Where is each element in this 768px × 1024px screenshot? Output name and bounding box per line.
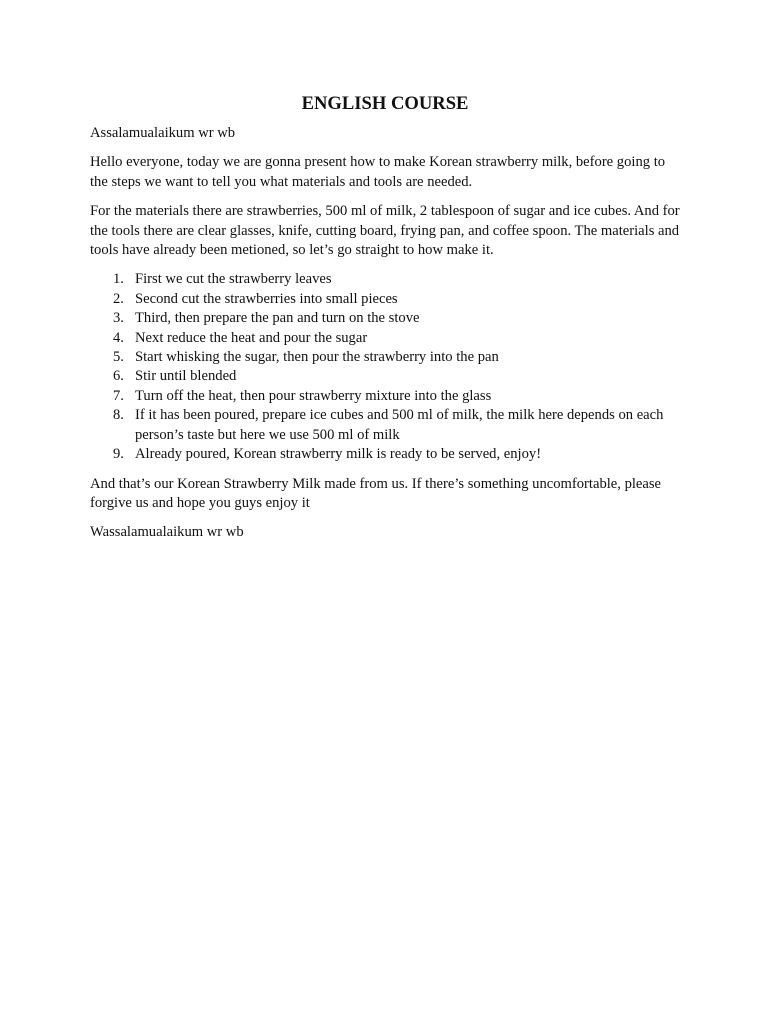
step-text: Next reduce the heat and pour the sugar [135,329,368,346]
step-number: 4. [113,329,124,346]
list-item [90,387,680,406]
list-item [90,270,680,289]
step-number: 9. [113,446,124,463]
materials-paragraph: For the materials there are strawberries, 500 ml of milk, 2 tablespoon of sugar and ice cubes. And for the tools there are clear glasses, knife, cutting board, frying pan, and coffee spoon. The materials and tools have already been metioned, so let’s go straight to how make it. [90,203,680,259]
step-number: 7. [113,387,124,404]
list-item [90,290,680,309]
steps-list [90,270,680,464]
list-item [90,445,680,464]
step-text: Already poured, Korean strawberry milk is ready to be served, enjoy! [135,446,542,463]
step-number: 2. [113,290,124,307]
document-title: ENGLISH COURSE [301,93,469,114]
list-item [90,329,680,348]
list-item [90,348,680,367]
step-text: Turn off the heat, then pour strawberry mixture into the glass [135,387,492,404]
list-item [90,309,680,328]
greeting-paragraph: Assalamualaikum wr wb [90,125,236,141]
farewell-paragraph: Wassalamualaikum wr wb [90,524,244,541]
step-text: Second cut the strawberries into small pieces [135,290,398,307]
closing-paragraph: And that’s our Korean Strawberry Milk made from us. If there’s something uncomfortable, please forgive us and hope you guys enjoy it [90,475,662,511]
document-page [90,92,680,553]
step-text: Third, then prepare the pan and turn on the stove [135,310,420,327]
step-number: 1. [113,271,124,288]
step-number: 8. [113,407,124,424]
step-number: 3. [113,310,124,327]
list-item [90,367,680,386]
step-text: Start whisking the sugar, then pour the strawberry into the pan [135,349,499,366]
step-number: 6. [113,368,124,385]
step-text: If it has been poured, prepare ice cubes and 500 ml of milk, the milk here depends on each person’s taste but here we use 500 ml of milk [135,407,664,443]
list-item [90,406,680,445]
step-number: 5. [113,349,124,366]
step-text: Stir until blended [135,368,237,385]
step-text: First we cut the strawberry leaves [135,271,332,288]
intro-paragraph: Hello everyone, today we are gonna present how to make Korean strawberry milk, before going to the steps we want to tell you what materials and tools are needed. [90,154,666,190]
